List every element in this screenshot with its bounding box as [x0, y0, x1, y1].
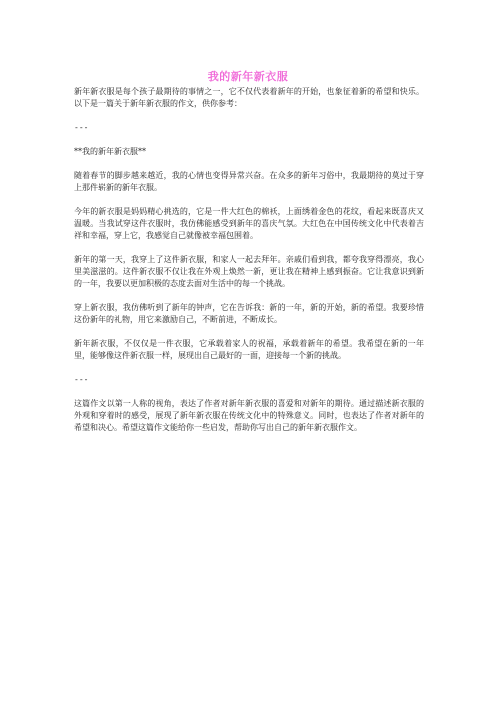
- essay-paragraph: 今年的新衣服是妈妈精心挑选的，它是一件大红色的棉袄，上面绣着金色的花纹，看起来既喜庆又温暖。当我试穿这件衣服时，我仿佛能感受到新年的喜庆气氛。大红色在中国传统文化中代表着吉祥和幸福，穿上它，我感觉自己就像被幸福包围着。: [74, 207, 424, 240]
- document-body: [74, 86, 424, 446]
- essay-paragraph: 新年新衣服，不仅仅是一件衣服，它承载着家人的祝福，承载着新年的希望。我希望在新的一年里，能够像这件新衣服一样，展现出自己最好的一面，迎接每一个新的挑战。: [74, 339, 424, 360]
- document-title: 我的新年新衣服: [207, 70, 289, 83]
- intro-paragraph: 新年新衣服是每个孩子最期待的事情之一，它不仅代表着新年的开始，也象征着新的希望和快乐。以下是一篇关于新年新衣服的作文，供你参考：: [74, 87, 424, 108]
- essay-paragraph: 穿上新衣服，我仿佛听到了新年的钟声，它在告诉我：新的一年，新的开始，新的希望。我要珍惜这份新年的礼物，用它来激励自己，不断前进，不断成长。: [74, 303, 424, 324]
- separator-line: ---: [74, 375, 89, 384]
- separator-line: ---: [74, 123, 89, 132]
- closing-paragraph: 这篇作文以第一人称的视角，表达了作者对新年新衣服的喜爱和对新年的期待。通过描述新衣服的外观和穿着时的感受，展现了新年新衣服在传统文化中的特殊意义。同时，也表达了作者对新年的希望和决心。希望这篇作文能给你一些启发，帮助你写出自己的新年新衣服作文。: [74, 399, 424, 432]
- essay-heading: **我的新年新衣服**: [74, 147, 146, 156]
- essay-paragraph: 新年的第一天，我穿上了这件新衣服，和家人一起去拜年。亲戚们看到我，都夸我穿得漂亮，我心里美滋滋的。这件新衣服不仅让我在外观上焕然一新，更让我在精神上感到振奋。它让我意识到新的一年，我要以更加积极的态度去面对生活中的每一个挑战。: [74, 255, 424, 288]
- essay-paragraph: 随着春节的脚步越来越近，我的心情也变得异常兴奋。在众多的新年习俗中，我最期待的莫过于穿上那件崭新的新年衣服。: [74, 171, 424, 192]
